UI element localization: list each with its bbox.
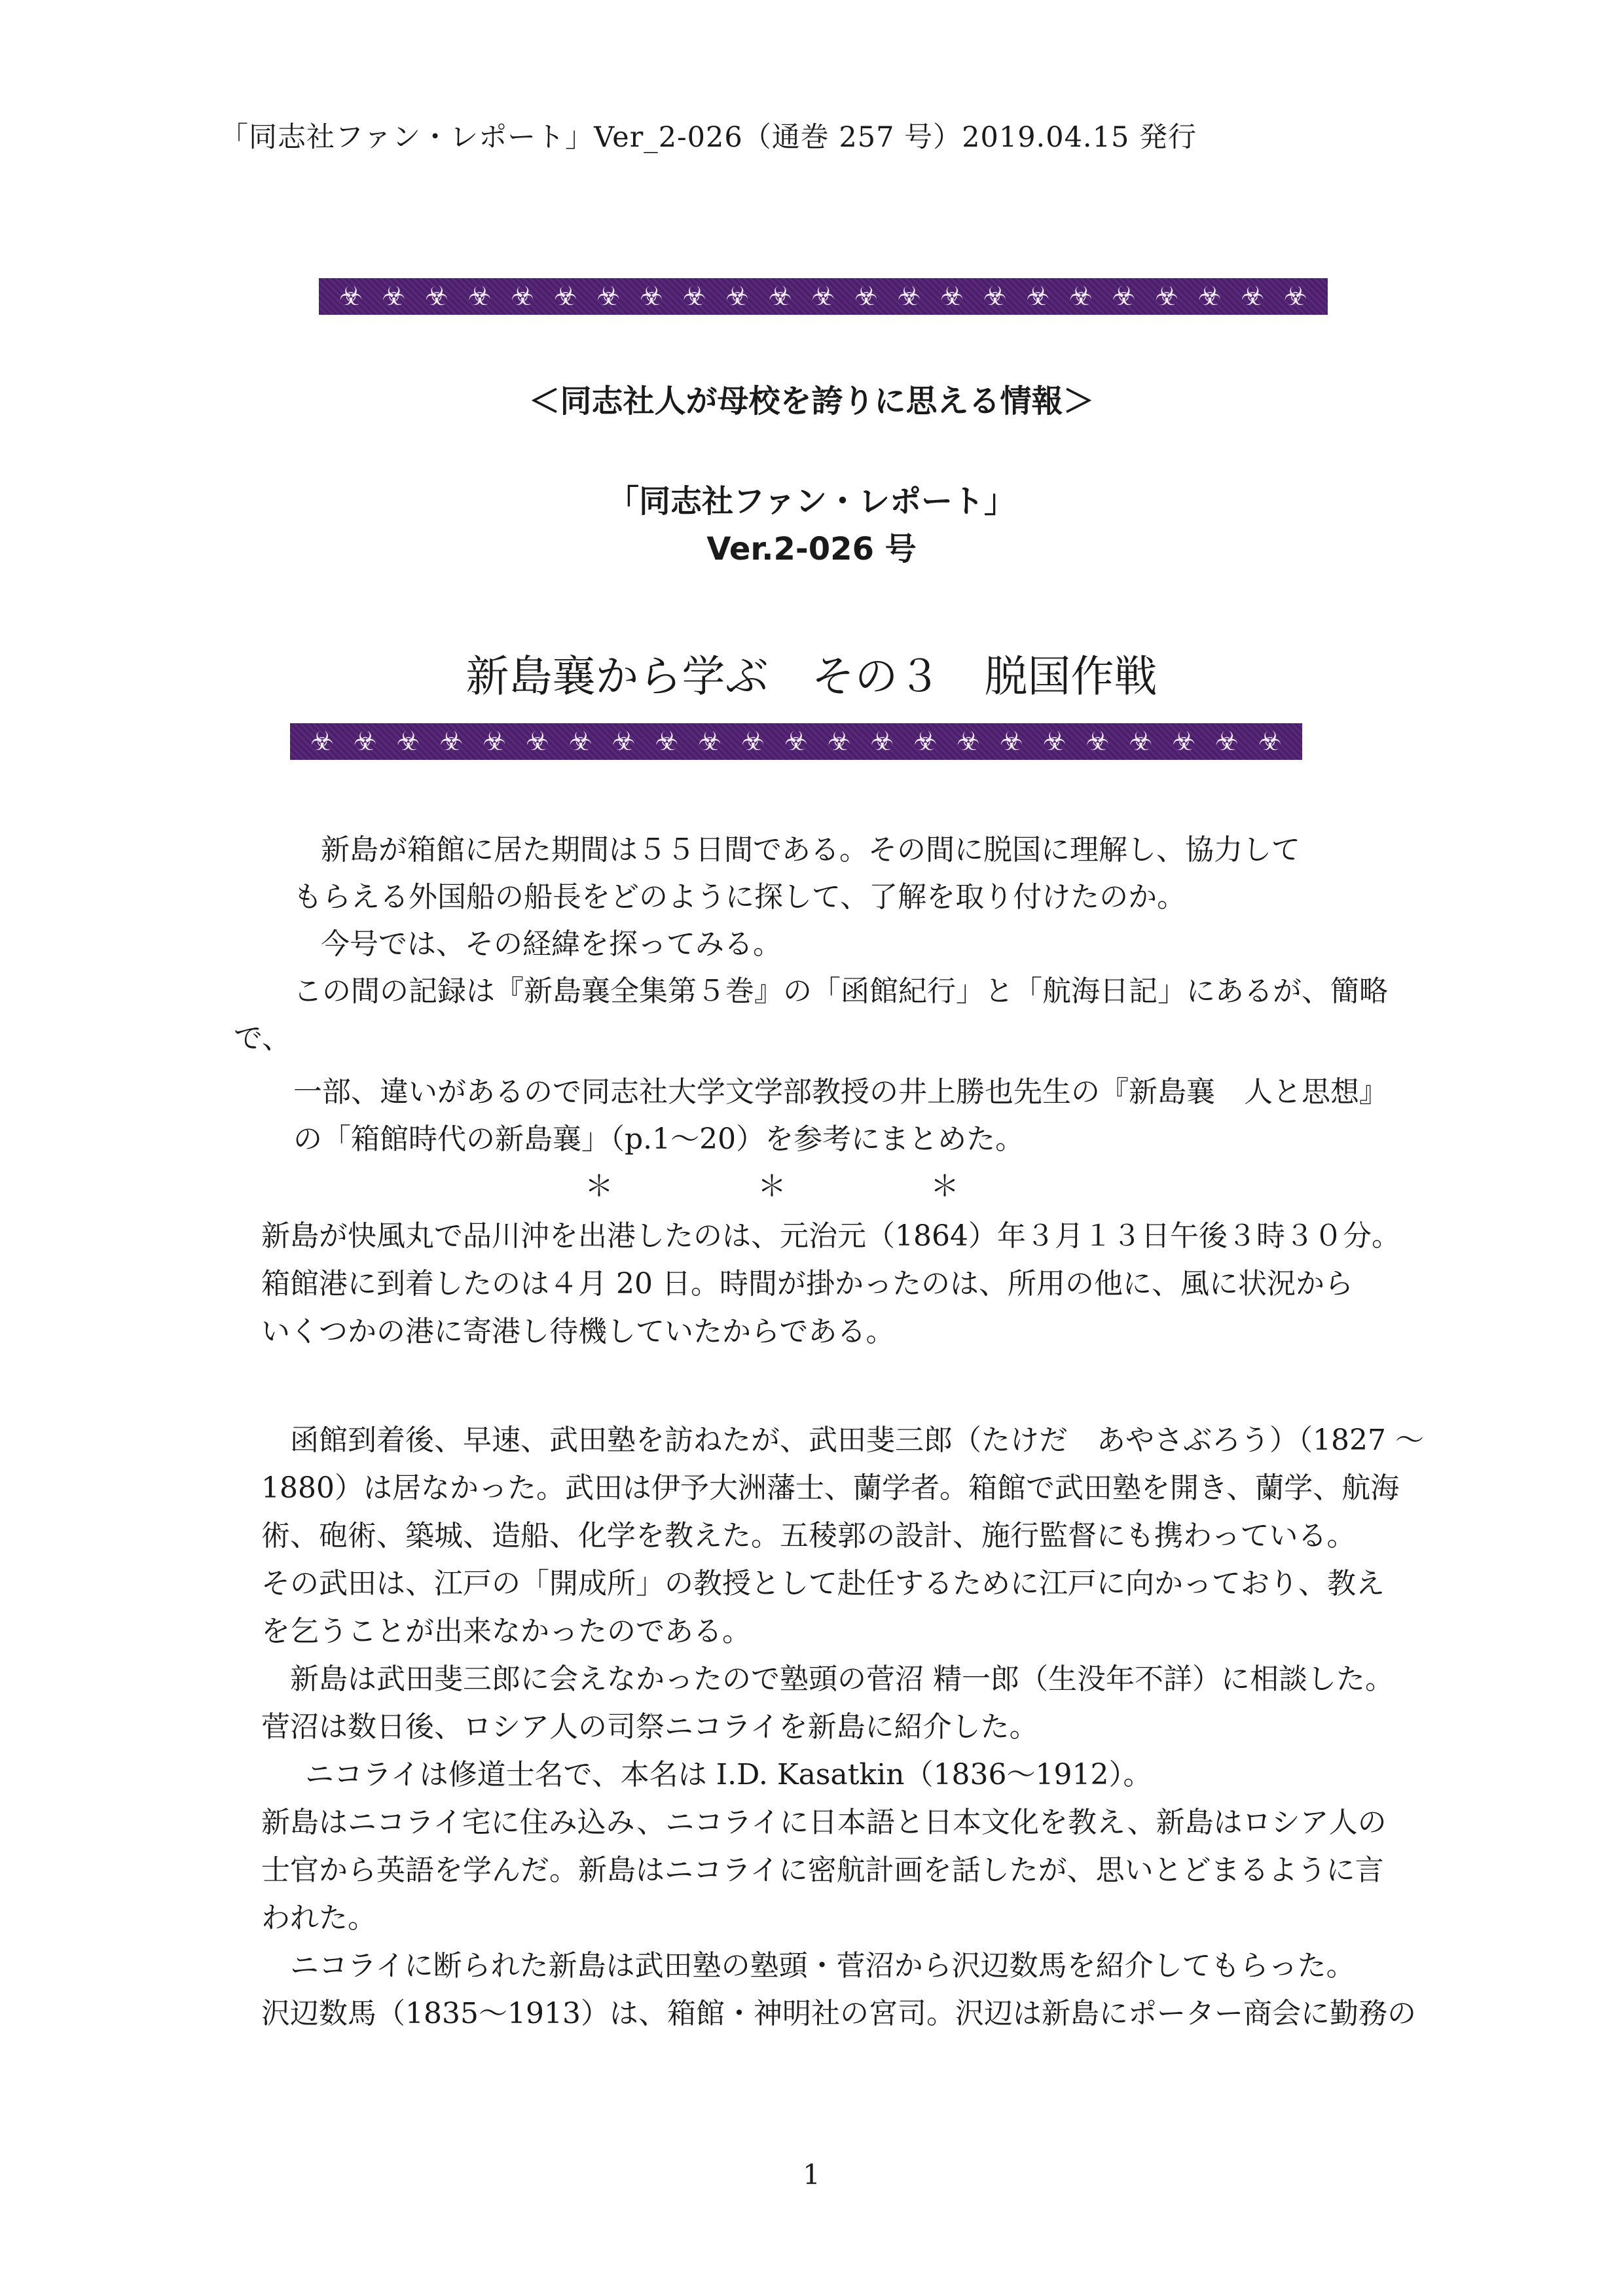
trefoil-icon: ☣ — [1283, 281, 1307, 312]
trefoil-icon: ☣ — [741, 726, 765, 757]
trefoil-icon: ☣ — [1129, 726, 1153, 757]
trefoil-icon: ☣ — [1026, 281, 1050, 312]
trefoil-icon: ☣ — [768, 281, 792, 312]
trefoil-icon: ☣ — [811, 281, 835, 312]
body-line: もらえる外国船の船長をどのように探して、了解を取り付けたのか。 — [293, 880, 1186, 914]
body-line: 新島はニコライ宅に住み込み、ニコライに日本語と日本文化を教え、新島はロシア人の — [261, 1806, 1387, 1839]
trefoil-icon: ☣ — [553, 281, 577, 312]
body-line: その武田は、江戸の「開成所」の教授として赴任するために江戸に向かっており、教え — [261, 1567, 1385, 1600]
trefoil-icon: ☣ — [596, 281, 621, 312]
body-line: ニコライに断られた新島は武田塾の塾頭・菅沼から沢辺数馬を紹介してもらった。 — [290, 1949, 1355, 1982]
body-line: 沢辺数馬（1835～1913）は、箱館・神明社の宮司。沢辺は新島にポーター商会に勤務の — [261, 1997, 1416, 2030]
body-line: 術、砲術、築城、造船、化学を教えた。五稜郭の設計、施行監督にも携わっている。 — [261, 1519, 1356, 1552]
subtitle-version: Ver.2-026 号 — [706, 531, 917, 567]
trefoil-icon: ☣ — [511, 281, 535, 312]
trefoil-icon: ☣ — [983, 281, 1007, 312]
trefoil-icon: ☣ — [467, 281, 492, 312]
body-line: 新島は武田斐三郎に会えなかったので塾頭の菅沼 精一郎（生没年不詳）に相談した。 — [290, 1662, 1394, 1696]
trefoil-icon: ☣ — [870, 726, 894, 757]
trefoil-icon: ☣ — [1197, 281, 1222, 312]
trefoil-icon: ☣ — [568, 726, 593, 757]
trefoil-icon: ☣ — [1258, 726, 1282, 757]
trefoil-icon: ☣ — [353, 726, 377, 757]
trefoil-icon: ☣ — [1155, 281, 1178, 312]
trefoil-icon: ☣ — [310, 726, 334, 757]
body-line: を乞うことが出来なかったのである。 — [261, 1615, 751, 1648]
trefoil-icon: ☣ — [1042, 726, 1067, 757]
trefoil-icon: ☣ — [854, 281, 878, 312]
trefoil-icon: ☣ — [940, 281, 964, 312]
page-number: 1 — [803, 2159, 820, 2191]
trefoil-icon: ☣ — [999, 726, 1023, 757]
trefoil-icon: ☣ — [611, 726, 636, 757]
trefoil-icon: ☣ — [897, 281, 921, 312]
trefoil-icon: ☣ — [382, 281, 406, 312]
subtitle-tagline: ＜同志社人が母校を誇りに思える情報＞ — [528, 383, 1095, 420]
body-line: 1880）は居なかった。武田は伊予大洲藩士、蘭学者。箱館で武田塾を開き、蘭学、航海 — [261, 1471, 1400, 1505]
trefoil-icon: ☣ — [725, 281, 750, 312]
body-line: の「箱館時代の新島襄」（p.1～20）を参考にまとめた。 — [293, 1122, 1025, 1156]
trefoil-icon: ☣ — [1241, 281, 1265, 312]
body-line: いくつかの港に寄港し待機していたからである。 — [261, 1315, 895, 1348]
trefoil-icon: ☣ — [784, 726, 808, 757]
trefoil-icon: ☣ — [425, 281, 448, 312]
trefoil-icon: ☣ — [682, 281, 706, 312]
document-header: 「同志社ファン・レポート」Ver_2-026（通巻 257 号）2019.04.15 発行 — [220, 121, 1197, 154]
trefoil-icon: ☣ — [439, 726, 464, 757]
section-divider: ＊ ＊ ＊ — [585, 1170, 959, 1203]
trefoil-icon: ☣ — [957, 726, 981, 757]
body-line: 箱館港に到着したのは４月 20 日。時間が掛かったのは、所用の他に、風に状況から — [261, 1267, 1353, 1300]
body-line: われた。 — [261, 1901, 376, 1935]
body-line: 新島が箱館に居た期間は５５日間である。その間に脱国に理解し、協力して — [321, 833, 1300, 867]
body-line: で、 — [234, 1022, 291, 1055]
page-title: 新島襄から学ぶ その３ 脱国作戦 — [465, 651, 1158, 702]
trefoil-icon: ☣ — [640, 281, 663, 312]
trefoil-icon: ☣ — [913, 726, 938, 757]
decorative-band-bottom — [290, 723, 1302, 760]
body-line: 新島が快風丸で品川沖を出港したのは、元治元（1864）年３月１３日午後３時３０分。 — [261, 1219, 1400, 1253]
trefoil-icon: ☣ — [655, 726, 679, 757]
trefoil-icon: ☣ — [827, 726, 851, 757]
body-line: 今号では、その経緯を探ってみる。 — [321, 927, 782, 961]
trefoil-icon: ☣ — [1112, 281, 1136, 312]
subtitle-publication: 「同志社ファン・レポート」 — [607, 483, 1016, 520]
trefoil-icon: ☣ — [698, 726, 722, 757]
trefoil-icon: ☣ — [483, 726, 507, 757]
trefoil-icon: ☣ — [1085, 726, 1110, 757]
body-line: この間の記録は『新島襄全集第５巻』の「函館紀行」と「航海日記」にあるが、簡略 — [293, 975, 1388, 1008]
trefoil-icon: ☣ — [1215, 726, 1239, 757]
body-line: 一部、違いがあるので同志社大学文学部教授の井上勝也先生の『新島襄 人と思想』 — [293, 1075, 1388, 1109]
body-line: 士官から英語を学んだ。新島はニコライに密航計画を話したが、思いとどまるように言 — [261, 1854, 1384, 1887]
trefoil-icon: ☣ — [526, 726, 549, 757]
decorative-band-top — [319, 278, 1328, 315]
body-line: ニコライは修道士名で、本名は I.D. Kasatkin（1836～1912）。 — [305, 1758, 1152, 1791]
trefoil-icon: ☣ — [338, 281, 363, 312]
trefoil-icon: ☣ — [1068, 281, 1093, 312]
body-line: 函館到着後、早速、武田塾を訪ねたが、武田斐三郎（たけだ あやさぶろう）（1827 ～ — [290, 1424, 1424, 1457]
body-line: 菅沼は数日後、ロシア人の司祭ニコライを新島に紹介した。 — [261, 1710, 1038, 1744]
trefoil-icon: ☣ — [1172, 726, 1196, 757]
trefoil-icon: ☣ — [396, 726, 420, 757]
